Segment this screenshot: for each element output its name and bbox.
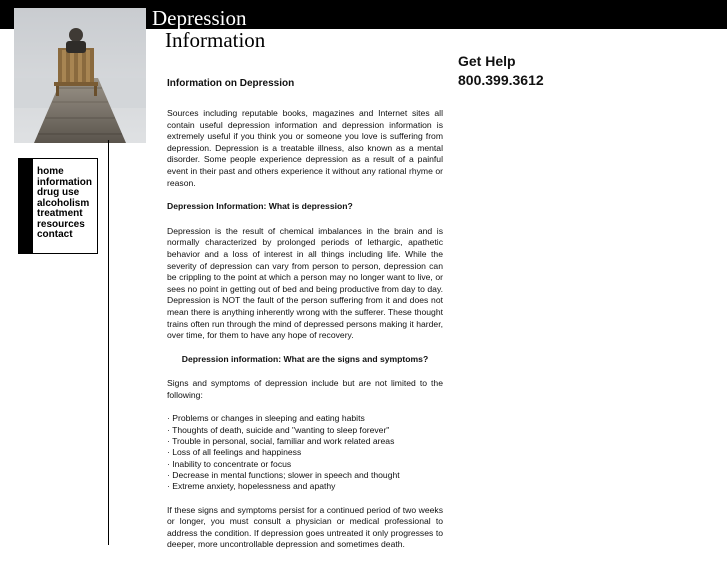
list-item: · Inability to concentrate or focus [167,458,292,469]
intro-paragraph: Sources including reputable books, magazines and Internet sites all contain useful depression information and depression information is extremely useful if you think you or someone you love is suffering from depression. Depression is a treatable illness, also known as a mental disorder. Some people experience depression as a result of a painful event in their past and others experience it without any rational rhyme or reason. [167,108,443,188]
nav-item-contact[interactable]: contact [37,229,73,240]
list-item: · Extreme anxiety, hopelessness and apathy [167,481,336,492]
answer-signs-intro: Signs and symptoms of depression include but are not limited to the following: [167,378,443,400]
nav-item-information[interactable]: information [37,176,92,188]
main-nav [18,158,98,254]
man-on-pier-image [14,8,146,143]
symptoms-list [167,413,443,492]
phone-number: 800.399.3612 [458,72,544,88]
list-item: · Thoughts of death, suicide and "wanting to sleep forever" [167,424,390,435]
site-title-line2: Information [165,28,266,52]
nav-item-resources[interactable]: resources [37,218,85,230]
list-item: · Problems or changes in sleeping and eating habits [167,413,365,424]
closing-paragraph: If these signs and symptoms persist for a continued period of two weeks or longer, you must consult a physician or medical professional to address the condition. If depression goes untreated it only progresses to deeper, more uncontrollable depression and sometimes death. [167,504,443,550]
site-title-line1: Depression [152,6,247,30]
page-heading: Information on Depression [167,78,295,89]
list-item: · Decrease in mental functions; slower in speech and thought [167,469,400,480]
left-divider-line [108,140,109,545]
nav-item-drug-use[interactable]: drug use [37,187,80,198]
nav-stripe [19,159,33,253]
nav-item-treatment[interactable]: treatment [37,208,83,219]
header-photo [14,8,146,143]
list-item: · Trouble in personal, social, familiar and work related areas [167,436,395,447]
question-what-is-depression: Depression Information: What is depression? [167,201,353,212]
answer-what-is-depression: Depression is the result of chemical imbalances in the brain and is normally characterized by prolonged periods of lethargic, apathetic behavior and a loss of interest in all things including life. While the severity of depression can vary from person to person, depression can be crippling to the point at which a person may no longer want to live, or sees no point in getting out of bed and being productive from day to day. Depression is NOT the fault of the person suffering from it and does not mean there is anything inherently wrong with the sufferer. These thought trains often run through the mind of depressed persons making it harder, over time, for them to have any hope of recovery. [167,225,443,341]
nav-item-alcoholism[interactable]: alcoholism [37,197,90,209]
list-item: · Loss of all feelings and happiness [167,447,302,458]
nav-item-home[interactable]: home [37,166,64,177]
get-help-heading: Get Help [458,53,516,69]
question-signs-symptoms: Depression information: What are the signs and symptoms? [181,353,429,364]
main-content [167,78,443,563]
